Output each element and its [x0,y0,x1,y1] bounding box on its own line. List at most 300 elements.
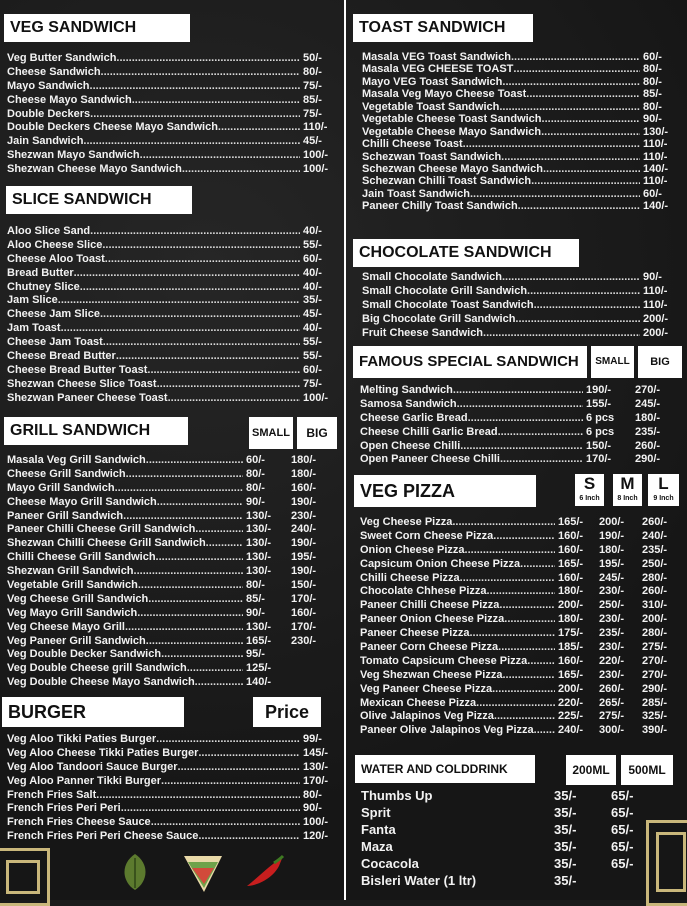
item-price-s: 180/- [558,585,584,598]
leader-dots [96,789,300,803]
item-name: French Fries Peri Peri Cheese Sauce [7,830,199,843]
leader-dots [178,761,300,775]
item-name: Onion Cheese Pizza [360,543,465,556]
item-name: Cheese Jam Slice [7,308,100,321]
size-inch: 8 Inch [617,495,638,502]
item-name: Maza [361,839,393,854]
item-price-big: 180/- [635,411,661,424]
item-price-s: 160/- [558,543,584,556]
item-price-big: 290/- [635,453,661,466]
item-name: Chilli Cheese Grill Sandwich [7,551,156,564]
item-price-small: 125/- [246,662,272,675]
item-price-l: 290/- [642,682,668,695]
item-name: Veg Aloo Panner Tikki Burger [7,774,162,787]
leader-dots [157,496,243,510]
water-list [361,787,661,889]
leader-dots [198,747,300,761]
item-price-price: 40/- [303,225,322,237]
item-price-big: 230/- [291,634,317,647]
slice-sandwich-header: SLICE SANDWICH [6,186,192,214]
item-price-big: 180/- [291,454,317,466]
item-name: Fruit Cheese Sandwich [362,326,484,339]
item-price-s: 165/- [558,516,584,528]
menu-item [7,579,337,593]
item-name: Veg Cheese Grill Sandwich [7,592,149,605]
menu-item [360,655,680,669]
item-price-price: 60/- [643,187,662,200]
menu-item [361,821,661,838]
item-price-m: 235/- [599,627,625,640]
item-price-small: 130/- [246,537,272,550]
menu-item [7,676,337,690]
chocolate-sandwich-header: CHOCOLATE SANDWICH [353,239,579,267]
item-name: Shezwan Grill Sandwich [7,565,134,578]
water-header: WATER AND COLDDRINK [355,755,535,783]
menu-item [360,453,677,467]
item-name: Cheese Grill Sandwich [7,467,126,480]
leader-dots [218,121,300,135]
item-name: Mexican Cheese Pizza [360,696,477,709]
item-price-small: 80/- [246,467,265,480]
slice-sandwich-list [7,225,337,406]
leader-dots [134,565,243,579]
item-price-s: 220/- [558,696,584,709]
menu-item [362,200,677,212]
item-name: Samosa Sandwich [360,397,457,410]
leader-dots [90,108,300,122]
item-price-price: 145/- [303,746,329,759]
menu-item [7,253,337,267]
item-price-small: 130/- [246,620,272,633]
item-price-l: 240/- [642,529,668,542]
item-price-big: 195/- [291,551,317,564]
toast-sandwich-header: TOAST SANDWICH [353,14,533,42]
leader-dots [453,384,583,398]
item-name: Paneer Corn Cheese Pizza [360,641,499,654]
leader-dots [534,299,640,313]
item-name: Masala Veg Mayo Cheese Toast [362,88,527,101]
leader-dots [483,327,640,341]
item-price-l: 325/- [642,710,668,723]
menu-item [362,126,677,138]
item-price-a: 35/- [554,822,577,837]
item-name: Small Chocolate Sandwich [362,271,502,283]
famous-small-label: SMALL [591,346,634,378]
item-price-price: 200/- [643,326,669,339]
menu-item [360,585,680,599]
item-price-big: 150/- [291,579,317,592]
item-name: Shezwan Chilli Cheese Grill Sandwich [7,537,206,550]
menu-item [362,175,677,187]
menu-item [7,662,337,676]
item-price-small: 150/- [586,439,612,452]
menu-item [360,544,680,558]
menu-item [7,816,337,830]
menu-item [7,468,337,482]
leader-dots [498,426,583,440]
menu-item [362,63,677,75]
leader-dots [161,648,243,662]
item-price-big [288,662,337,676]
item-price-a: 35/- [554,873,577,888]
item-price-price: 35/- [303,294,322,307]
leader-dots [498,641,555,655]
item-price-big: 235/- [635,425,661,438]
item-name: Veg Butter Sandwich [7,52,117,64]
item-name: Paneer Olive Jalapinos Veg Pizza [360,724,534,737]
leader-dots [101,66,300,80]
menu-item [7,52,337,66]
menu-item [360,412,677,426]
leader-dots [151,816,300,830]
item-price-price: 130/- [643,125,669,138]
item-price-big: 170/- [291,620,317,633]
item-price-small: 130/- [246,523,272,536]
item-price-price: 90/- [303,802,322,815]
leader-dots [116,350,300,364]
item-price-price: 85/- [303,93,322,106]
leader-dots [494,710,555,724]
menu-item [7,454,337,468]
item-price-small: 80/- [246,481,265,494]
item-price-small: 130/- [246,551,272,564]
item-price-price: 75/- [303,107,322,120]
item-price-price: 40/- [303,266,322,279]
item-price-a: 35/- [554,839,577,854]
item-name: Paneer Chilli Cheese Grill Sandwich [7,523,196,536]
item-price-big: 260/- [635,439,661,452]
leader-dots [476,697,555,711]
leader-dots [140,149,300,163]
column-divider [344,0,346,900]
size-letter: M [620,474,635,493]
item-price-price: 55/- [303,238,322,251]
leader-dots [198,830,300,844]
item-name: Mayo Grill Sandwich [7,481,115,494]
menu-item [360,669,680,683]
item-price-s: 160/- [558,571,584,584]
leader-dots [469,627,555,641]
item-name: Double Deckers [7,107,91,120]
size-letter: S [583,474,596,493]
item-price-b: 65/- [611,839,634,854]
item-price-price: 100/- [303,391,329,404]
leader-dots [460,572,555,586]
leader-dots [465,544,555,558]
item-price-l: 280/- [642,627,668,640]
menu-item [7,94,337,108]
leader-dots [90,225,300,239]
menu-item [360,627,680,641]
chocolate-sandwich-list [362,271,677,340]
item-price-price: 60/- [303,363,322,376]
menu-item [361,804,661,821]
leader-dots [137,607,243,621]
leader-dots [157,378,300,392]
veg-pizza-header: VEG PIZZA [354,475,536,507]
leader-dots [527,285,640,299]
menu-item [7,510,337,524]
menu-item [362,285,677,299]
item-name: Cheese Sandwich [7,65,101,78]
leader-dots [470,188,640,200]
menu-item [7,565,337,579]
leader-dots [502,271,640,285]
item-price-a: 35/- [554,856,577,871]
item-price-s: 240/- [558,724,584,737]
item-price-m: 230/- [599,613,625,626]
menu-item [7,378,337,392]
menu-item [7,149,337,163]
leader-dots [493,530,555,544]
leader-dots [531,175,640,187]
item-name: Jain Sandwich [7,135,84,148]
water-200ml-label: 200ML [566,755,616,785]
item-price-l: 235/- [642,543,668,556]
grill-sandwich-header: GRILL SANDWICH [4,417,188,445]
size-inch: 6 Inch [579,495,600,502]
item-name: Jam Slice [7,294,58,307]
item-price-price: 100/- [303,163,329,176]
famous-special-header: FAMOUS SPECIAL SANDWICH [353,346,587,378]
menu-item [7,392,337,406]
toast-sandwich-list [362,51,677,213]
leader-dots [520,558,555,572]
item-name: Shezwan Paneer Cheese Toast [7,391,168,404]
menu-item [7,225,337,239]
item-price-l: 200/- [642,613,668,626]
menu-item [7,830,337,844]
leader-dots [502,669,555,683]
item-price-m: 265/- [599,696,625,709]
menu-item [360,572,680,586]
item-price-small: 90/- [246,606,265,619]
leader-dots [499,599,555,613]
item-price-m: 220/- [599,654,625,667]
item-name: Cheese Mayo Grill Sandwich [7,495,157,508]
item-price-price: 170/- [303,774,329,787]
menu-item [362,51,677,63]
menu-item [362,138,677,150]
leader-dots [74,267,300,281]
pizza-size-l [648,474,679,506]
item-price-small: 130/- [246,509,272,522]
menu-item [361,855,661,872]
menu-item [361,838,661,855]
item-name: Veg Aloo Cheese Tikki Paties Burger [7,746,199,759]
grill-sandwich-list [7,454,337,690]
item-price-price: 110/- [643,150,668,163]
item-name: Jam Toast [7,322,61,335]
item-name: Paneer Chilly Toast Sandwich [362,200,518,213]
menu-item [7,108,337,122]
item-name: Shezwan Cheese Slice Toast [7,377,157,390]
leader-dots [90,80,300,94]
item-price-s: 200/- [558,682,584,695]
leader-dots [518,200,640,212]
item-name: Sweet Corn Cheese Pizza [360,529,494,542]
item-name: Veg Cheese Pizza [360,516,453,528]
leader-dots [123,510,243,524]
leader-dots [126,468,243,482]
leader-dots [156,551,243,565]
menu-item [360,398,677,412]
item-price-price: 80/- [643,100,662,113]
menu-item [361,787,661,804]
item-price-b: 65/- [611,856,634,871]
item-name: Aloo Slice Sand [7,225,91,237]
leader-dots [121,802,300,816]
item-price-big: 190/- [291,565,317,578]
item-price-price: 40/- [303,322,322,335]
item-name: Vegetable Cheese Toast Sandwich [362,113,542,126]
leader-dots [499,101,640,113]
grill-big-label: BIG [297,417,337,449]
menu-item [7,336,337,350]
item-price-l: 280/- [642,571,668,584]
grill-small-label: SMALL [249,417,293,449]
item-name: Chutney Slice [7,280,80,293]
item-name: Cheese Mayo Sandwich [7,93,132,106]
item-name: Veg Aloo Tikki Paties Burger [7,733,157,745]
menu-item [7,239,337,253]
menu-item [7,364,337,378]
item-price-l: 310/- [642,599,668,612]
item-price-m: 200/- [599,516,625,528]
menu-item [360,440,677,454]
item-name: Paneer Cheese Pizza [360,627,470,640]
item-price-m: 230/- [599,641,625,654]
menu-item [360,697,680,711]
leader-dots [147,364,300,378]
item-price-price: 130/- [303,760,329,773]
item-price-s: 165/- [558,557,584,570]
item-price-price: 55/- [303,350,322,363]
item-price-price: 140/- [643,162,669,175]
item-price-m: 250/- [599,599,625,612]
menu-item [362,188,677,200]
item-price-m: 230/- [599,668,625,681]
leader-dots [502,76,640,88]
leader-dots [500,453,583,467]
item-name: Paneer Chilli Cheese Pizza [360,599,500,612]
item-price-s: 225/- [558,710,584,723]
item-name: Masala VEG Toast Sandwich [362,51,511,63]
item-name: Shezwan Mayo Sandwich [7,149,140,162]
item-name: Bisleri Water (1 ltr) [361,873,477,888]
item-price-big: 190/- [291,537,317,550]
menu-item [7,551,337,565]
menu-item [7,761,337,775]
item-name: Cheese Chilli Garlic Bread [360,425,498,438]
item-name: Thumbs Up [361,788,433,803]
leader-dots [146,635,243,649]
item-price-price: 60/- [303,252,322,265]
item-price-price: 90/- [643,271,662,283]
menu-item [7,294,337,308]
menu-item [7,747,337,761]
menu-item [7,733,337,747]
menu-item [362,88,677,100]
item-price-small: 6 pcs [586,411,615,424]
leader-dots [206,537,243,551]
item-name: Paneer Grill Sandwich [7,509,124,522]
leader-dots [161,775,300,789]
menu-item [7,648,337,662]
item-price-small: 190/- [586,384,612,396]
item-price-s: 185/- [558,641,584,654]
pizza-size-m [613,474,642,506]
item-name: Small Chocolate Grill Sandwich [362,284,528,297]
item-name: Schezwan Toast Sandwich [362,150,502,163]
item-name: Cheese Bread Butter [7,350,116,363]
item-price-s: 160/- [558,654,584,667]
item-price-big: 180/- [291,467,317,480]
leader-dots [182,163,300,177]
item-price-big: 160/- [291,481,317,494]
item-name: Veg Double Cheese grill Sandwich [7,662,187,675]
leader-dots [511,51,640,63]
leader-dots [156,733,300,747]
item-name: Bread Butter [7,266,74,279]
veg-pizza-list [360,516,680,738]
leaf-icon [118,852,152,892]
item-price-a: 35/- [554,805,577,820]
item-price-price: 200/- [643,312,669,325]
item-price-price: 80/- [303,65,322,78]
menu-item [362,271,677,285]
item-price-big: 245/- [635,397,661,410]
menu-item [360,613,680,627]
item-price-big: 240/- [291,523,317,536]
item-price-small: 6 pcs [586,425,615,438]
burger-price-label: Price [253,697,321,727]
menu-item [362,313,677,327]
item-price-big [288,676,337,690]
item-name: Olive Jalapinos Veg Pizza [360,710,494,723]
item-price-l: 260/- [642,585,668,598]
item-price-a: 35/- [554,788,577,803]
burger-header: BURGER [2,697,184,727]
leader-dots [102,239,300,253]
item-price-price: 60/- [643,51,662,63]
famous-special-list [360,384,677,467]
menu-item [7,607,337,621]
item-name: Masala VEG CHEESE TOAST [362,63,514,76]
item-price-big: 160/- [291,606,317,619]
item-name: Mayo Sandwich [7,79,90,92]
menu-item [7,350,337,364]
item-price-price: 55/- [303,336,322,349]
leader-dots [80,281,300,295]
item-name: Vegetable Cheese Mayo Sandwich [362,125,542,138]
item-price-small: 165/- [246,634,272,647]
item-price-b: 65/- [611,822,634,837]
item-price-price: 110/- [643,175,668,188]
pizza-size-s [575,474,604,506]
leader-dots [83,135,300,149]
menu-item [362,327,677,341]
famous-big-label: BIG [638,346,682,378]
item-price-s: 200/- [558,599,584,612]
item-price-l: 270/- [642,668,668,681]
item-name: Open Cheese Chilli [360,439,461,452]
item-price-small: 80/- [246,579,265,592]
menu-item [7,593,337,607]
leader-dots [542,113,640,125]
item-price-m: 230/- [599,585,625,598]
item-price-price: 100/- [303,149,329,162]
